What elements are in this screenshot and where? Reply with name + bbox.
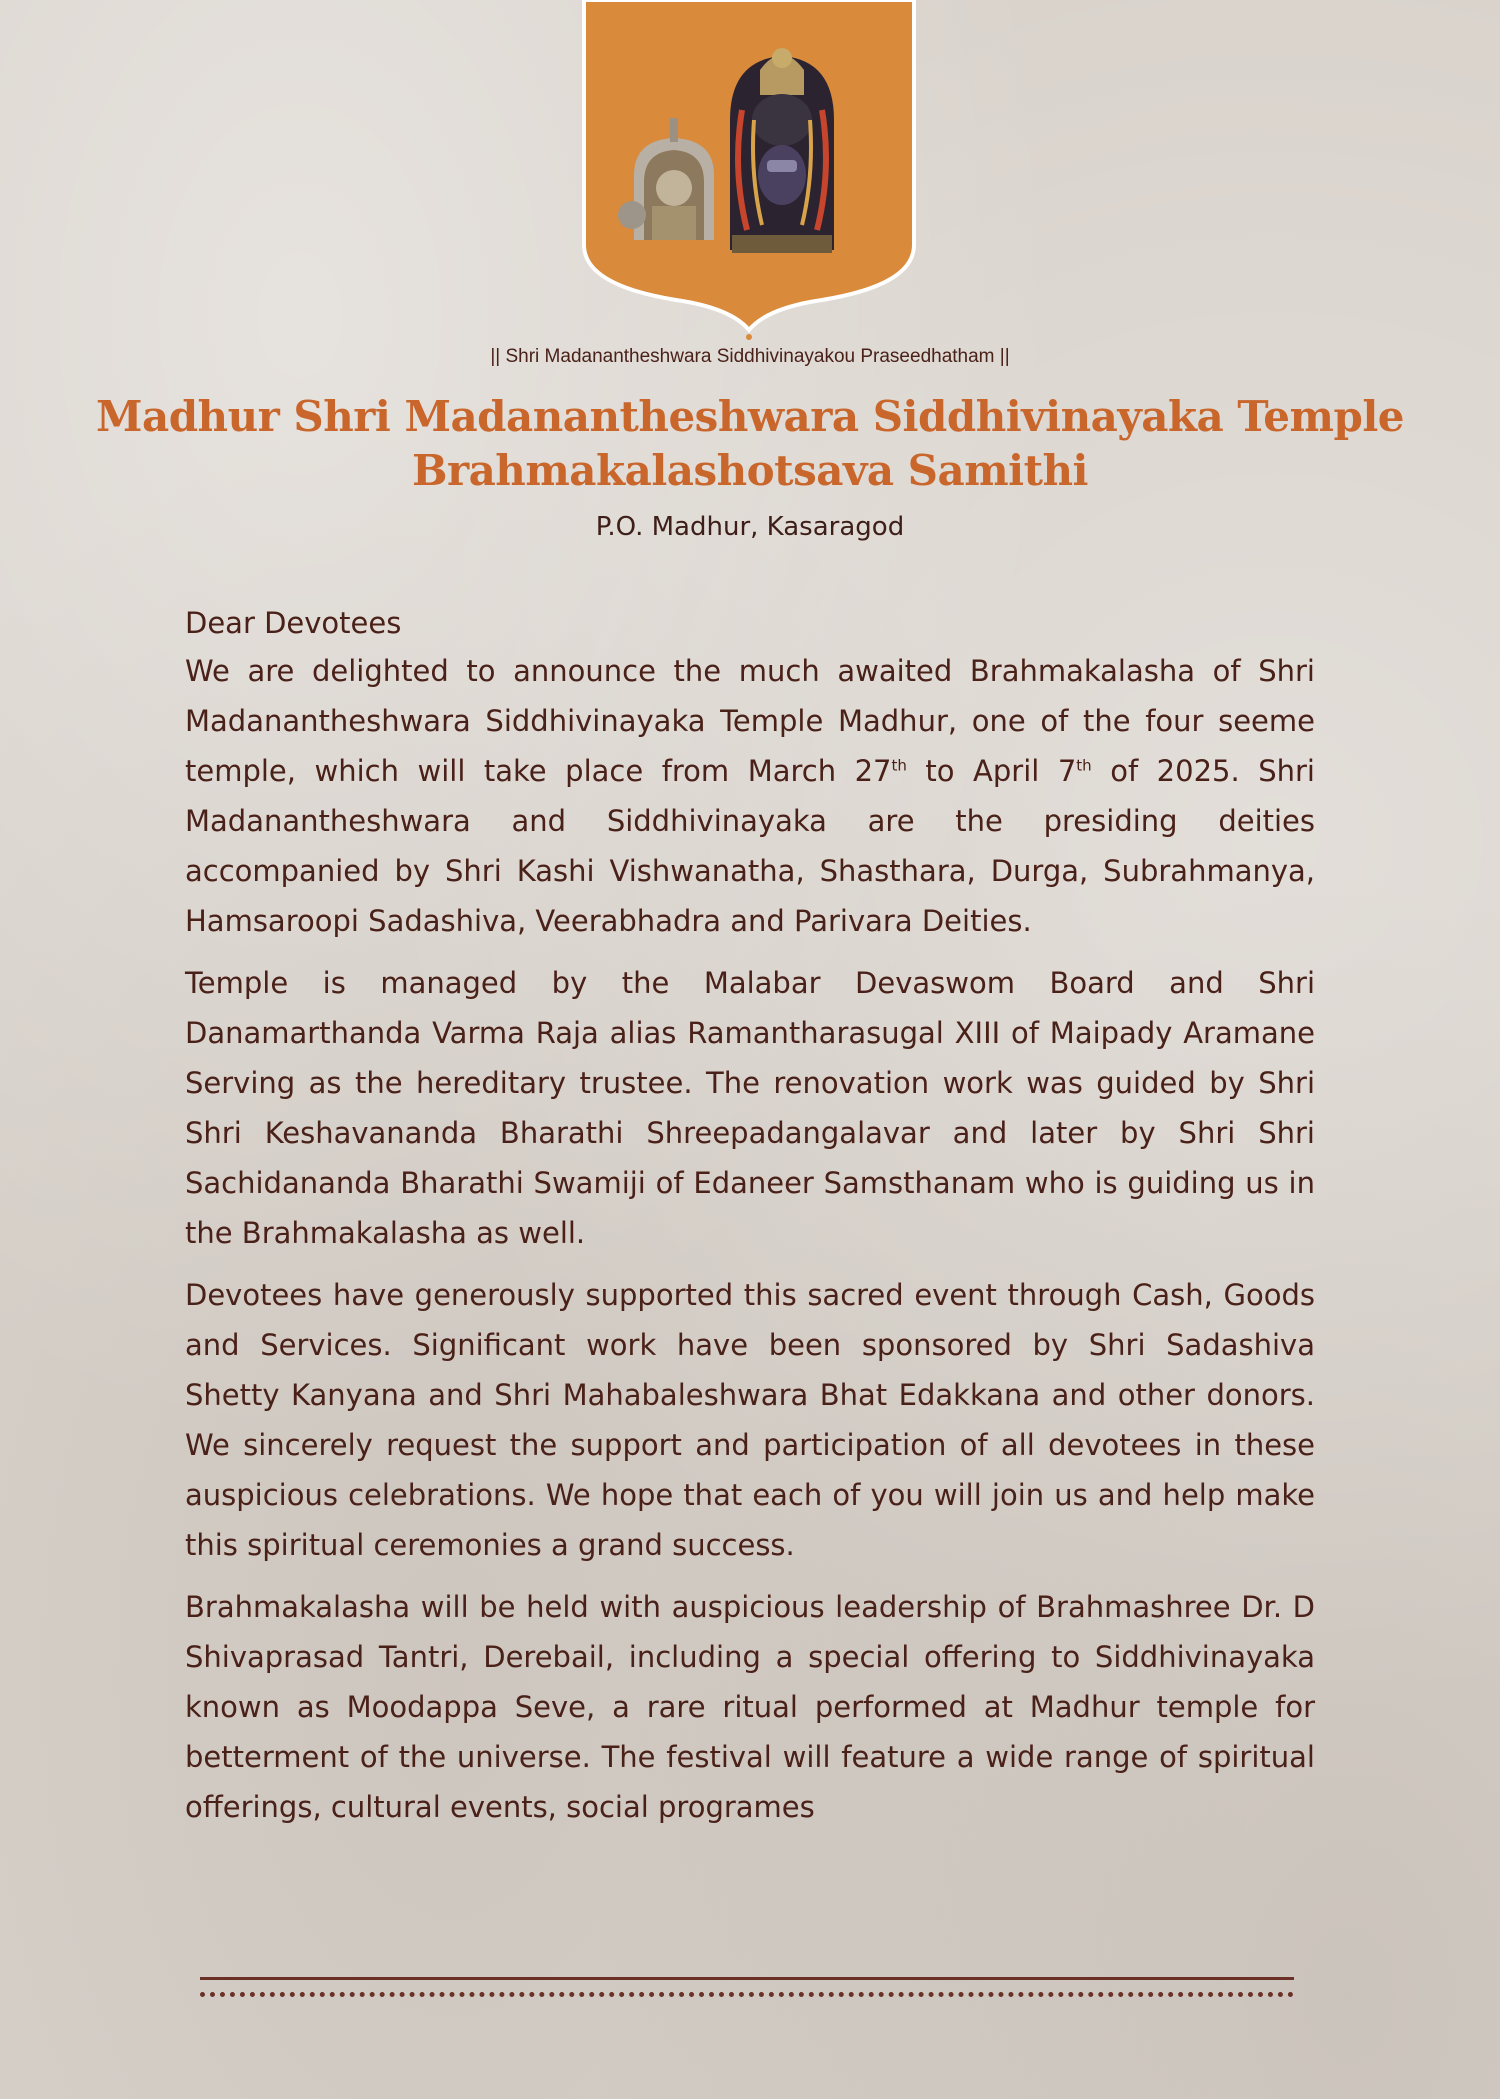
paragraph-rituals: Brahmakalasha will be held with auspicious leadership of Brahmashree Dr. D Shivaprasad Tantri, Derebail, including a special offering to Siddhivinayaka known as Moodappa Seve, a rare ritual performed at Madhur temple for betterment of the universe. The festival will feature a wide range of spiritual offerings, cultural events, social programes — [185, 1590, 1315, 1824]
salutation: Dear Devotees — [185, 606, 402, 640]
address: P.O. Madhur, Kasaragod — [595, 512, 905, 542]
date-end-suffix: th — [1076, 756, 1092, 775]
letter-body — [185, 600, 1315, 1844]
temple-title-line2: Brahmakalashotsava Samithi — [411, 446, 1089, 495]
invocation-line: || Shri Madanantheshwara Siddhivinayakou Praseedhatham || — [490, 346, 1010, 367]
announcement-text-a: We are delighted to announce the much awaited Brahmakalasha of Shri Madanantheshwara Siddhivinayaka Temple Madhur, one of the four seeme temple, which will take place from March 27 — [185, 654, 1315, 788]
paragraph-support: Devotees have generously supported this sacred event through Cash, Goods and Services. Significant work have been sponsored by Shri Sadashiva Shetty Kanyana and Shri Mahabaleshwara Bhat Edakkana and other donors. We sincerely request the support and participation of all devotees in these auspicious celebrations. We hope that each of you will join us and help make this spiritual ceremonies a grand success. — [185, 1278, 1315, 1562]
temple-title-line1: Madhur Shri Madanantheshwara Siddhivinayaka Temple — [95, 392, 1405, 441]
announcement-text-b: to April 7 — [906, 754, 1077, 788]
announcement-text-c: of 2025. Shri Madanantheshwara and Siddhivinayaka are the presiding deities accompanied by Shri Kashi Vishwanatha, Shasthara, Durga, Subrahmanya, Hamsaroopi Sadashiva, Veerabhadra and Parivara Deities. — [185, 754, 1315, 938]
paragraph-announcement — [185, 646, 1315, 946]
temple-title — [0, 390, 1500, 498]
dotted-divider-line — [200, 1992, 1294, 1997]
date-start-suffix: th — [891, 756, 907, 775]
paragraph-management: Temple is managed by the Malabar Devaswom Board and Shri Danamarthanda Varma Raja alias Ramantharasugal XIII of Maipady Aramane Serving as the hereditary trustee. The renovation work was guided by Shri Shri Keshavananda Bharathi Shreepadangalavar and later by Shri Shri Sachidananda Bharathi Swamiji of Edaneer Samsthanam who is guiding us in the Brahmakalasha as well. — [185, 966, 1315, 1250]
deity-emblem-icon — [582, 0, 916, 340]
divider-line — [200, 1977, 1294, 1980]
